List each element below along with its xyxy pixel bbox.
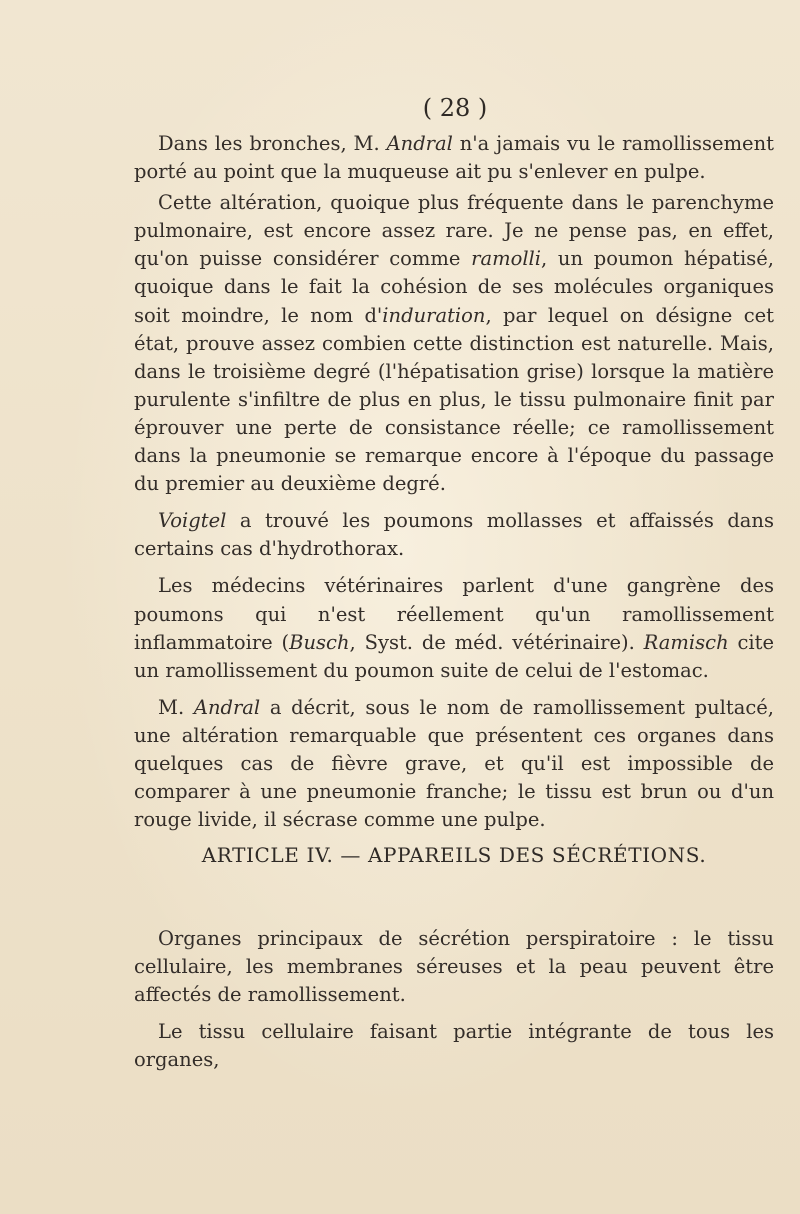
text-run: Les médecins vétérinaires parlent d'une gangrène des poumons qui n'est réellement qu'un ramollissement inflammatoire (	[134, 574, 774, 654]
author-name-italic: Voigtel	[158, 509, 227, 533]
paragraph-voigtel	[134, 507, 774, 563]
author-name-italic: Andral	[386, 132, 453, 155]
paragraph-bronchi	[134, 130, 774, 186]
text-run: , par lequel on désigne cet état, prouve assez combien cette distinction est naturelle. Mais, dans le troisième degré (l'hépatisation grise) lorsque la matière purulente s'infiltre de plus en plus, le tissu pulmonaire finit par éprouver une perte de consistance réelle; ce ramollissement dans la pneumonie se remarque encore à l'époque du passage du premier au deuxième degré.	[134, 303, 774, 496]
text-run: M.	[158, 695, 194, 719]
lower-text-block	[134, 925, 774, 1074]
text-run: , Syst. de méd. vétérinaire).	[349, 630, 644, 654]
term-italic: ramolli	[471, 247, 542, 271]
text-run: Dans les bronches, M.	[158, 132, 387, 155]
text-run: cite un ramollissement du poumon suite de celui de l'estomac.	[134, 630, 775, 682]
term-italic: induration	[382, 303, 486, 327]
author-name-italic: Andral	[193, 695, 261, 719]
text-run: , un poumon hépatisé, quoique dans le fait la cohésion de ses molécules organiques soit moindre, le nom d'	[134, 247, 774, 327]
text-run: n'a jamais vu le ramollissement porté au point que la muqueuse ait pu s'enlever en pulpe.	[134, 132, 774, 184]
author-name-italic: Busch	[289, 630, 350, 654]
text-run: Cette altération, quoique plus fréquente dans le parenchyme pulmonaire, est encore assez rare. Je ne pense pas, en effet, qu'on puisse considérer comme	[134, 191, 774, 271]
article-heading: ARTICLE IV. — APPAREILS DES SÉCRÉTIONS.	[201, 843, 707, 867]
text-run: a trouvé les poumons mollasses et affaissés dans certains cas d'hydrothorax.	[134, 509, 774, 561]
paragraph-cellular-tissue: Le tissu cellulaire faisant partie intégrante de tous les organes,	[134, 1020, 774, 1072]
paragraph-lung-alteration	[134, 189, 774, 498]
paragraph-veterinary	[134, 572, 774, 684]
author-name-italic: Ramisch	[643, 630, 729, 654]
text-run: a décrit, sous le nom de ramollissement pultacé, une altération remarquable que présentent ces organes dans quelques cas de fièvre grave, et qu'il est impossible de comparer à une pneumonie franche; le tissu est brun ou d'un rouge livide, il sécrase comme une pulpe.	[134, 695, 774, 832]
upper-text-block	[134, 130, 774, 834]
page-number: ( 28 )	[422, 94, 488, 122]
paragraph-pultaceous	[134, 694, 774, 834]
paragraph-secretion-organs: Organes principaux de sécrétion perspiratoire : le tissu cellulaire, les membranes séreuses et la peau peuvent être affectés de ramollissement.	[134, 927, 774, 1007]
